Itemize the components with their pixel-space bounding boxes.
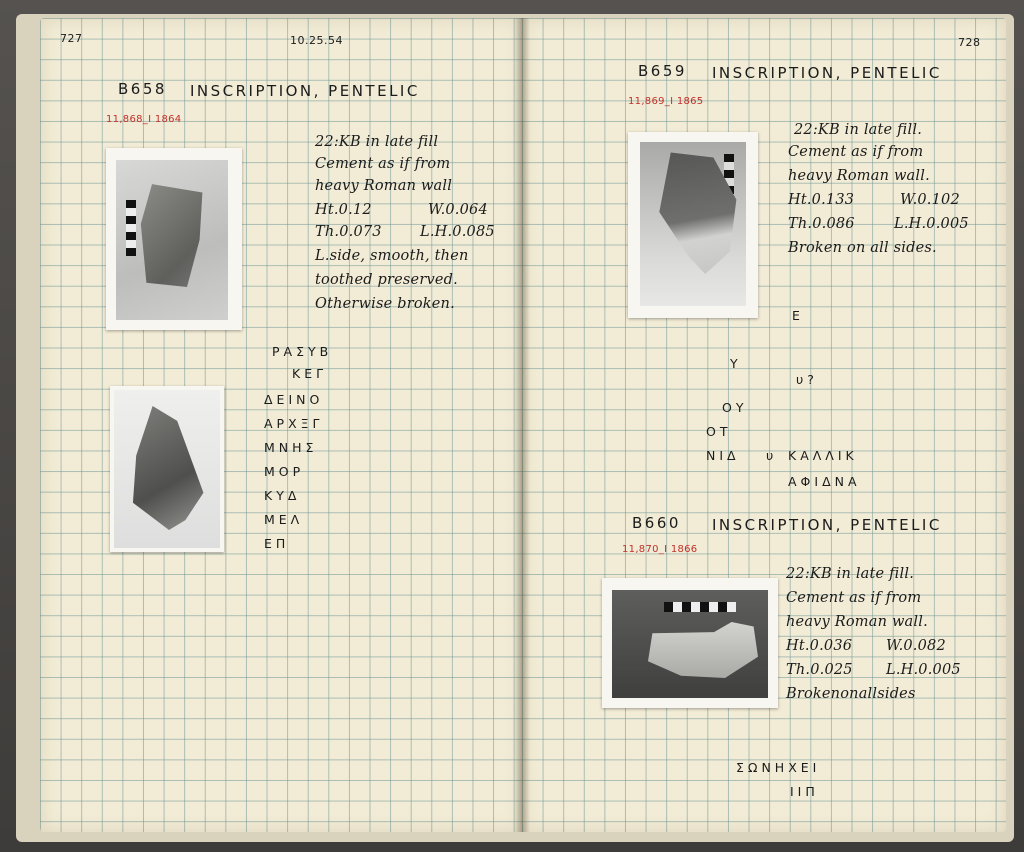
greek-line: υ	[766, 448, 778, 463]
entry-id: B659	[638, 62, 687, 80]
greek-line: ΑΡΧΞΓ	[264, 416, 324, 431]
photo-image	[116, 160, 228, 320]
page-number: 728	[958, 36, 981, 49]
greek-line: ΚΥΔ	[264, 488, 301, 503]
note-line: 22:KB in late fill.	[786, 566, 915, 582]
photo-image	[612, 590, 768, 698]
note-line: L.H.0.005	[894, 216, 969, 232]
photo-image	[114, 390, 220, 548]
stone-fragment	[138, 182, 208, 287]
note-line: Broken on all sides.	[788, 240, 937, 256]
catalog-number: 11,869_I 1865	[628, 96, 704, 107]
greek-line: ΚΕΓ	[292, 366, 328, 381]
note-line: Cement as if from	[788, 144, 924, 160]
photo-scale-bar	[664, 602, 736, 612]
greek-line: ΔΕΙΝΟ	[264, 392, 324, 407]
note-line: 22:KB in late fill.	[794, 122, 923, 138]
stone-fragment	[648, 622, 758, 678]
greek-line: ΝΙΔ	[706, 448, 740, 463]
note-line: heavy Roman wall.	[786, 614, 928, 630]
note-line: W.0.064	[428, 202, 488, 218]
greek-line: ΙΙΠ	[790, 784, 819, 799]
greek-line: ΡΑΣΥΒ	[272, 344, 333, 359]
note-line: Cement as if from	[786, 590, 922, 606]
note-line: L.H.0.005	[886, 662, 961, 678]
note-line: Cement as if from	[315, 156, 451, 172]
greek-line: Υ	[730, 356, 742, 371]
greek-line: ΟΥ	[722, 400, 748, 415]
note-line: Ht.0.12	[315, 202, 372, 218]
note-line: Brokenonallsides	[786, 686, 916, 702]
fragment-photo	[628, 132, 758, 318]
note-line: Otherwise broken.	[315, 296, 455, 312]
entry-id: B660	[632, 514, 681, 532]
catalog-number: 11,868_I 1864	[106, 114, 182, 125]
note-line: Ht.0.036	[786, 638, 853, 654]
note-line: toothed preserved.	[315, 272, 458, 288]
note-line: 22:KB in late fill	[315, 134, 439, 150]
left-page	[40, 18, 522, 832]
photo-scale-bar	[126, 200, 136, 256]
greek-line: ΜΟΡ	[264, 464, 305, 479]
fragment-photo	[602, 578, 778, 708]
greek-line: ΕΠ	[264, 536, 290, 551]
note-line: Th.0.086	[788, 216, 855, 232]
greek-line: Ε	[792, 308, 804, 323]
photo-image	[640, 142, 746, 306]
greek-line: υ?	[796, 372, 818, 387]
stone-fragment	[128, 406, 210, 530]
note-line: heavy Roman wall.	[788, 168, 930, 184]
page-number: 727	[60, 32, 83, 45]
note-line: W.0.102	[900, 192, 960, 208]
greek-line: ΣΩΝΗΧΕΙ	[736, 760, 821, 775]
book-gutter	[514, 18, 530, 832]
note-line: Ht.0.133	[788, 192, 855, 208]
fragment-photo	[110, 386, 224, 552]
greek-line: ΟΤ	[706, 424, 732, 439]
note-line: L.side, smooth, then	[315, 248, 469, 264]
page-date: 10.25.54	[290, 34, 343, 47]
greek-line: ΜΝΗΣ	[264, 440, 318, 455]
note-line: L.H.0.085	[420, 224, 495, 240]
greek-line: ΑΦΙΔΝΑ	[788, 474, 861, 489]
note-line: heavy Roman wall	[315, 178, 453, 194]
greek-line: ΜΕΛ	[264, 512, 304, 527]
fragment-photo	[106, 148, 242, 330]
note-line: W.0.082	[886, 638, 946, 654]
right-page	[522, 18, 1006, 832]
note-line: Th.0.025	[786, 662, 853, 678]
entry-id: B658	[118, 80, 167, 98]
greek-line: ΚΑΛΛΙΚ	[788, 448, 858, 463]
entry-title: INSCRIPTION, PENTELIC	[712, 516, 942, 534]
entry-title: INSCRIPTION, PENTELIC	[190, 82, 420, 100]
entry-title: INSCRIPTION, PENTELIC	[712, 64, 942, 82]
catalog-number: 11,870_I 1866	[622, 544, 698, 555]
note-line: Th.0.073	[315, 224, 382, 240]
